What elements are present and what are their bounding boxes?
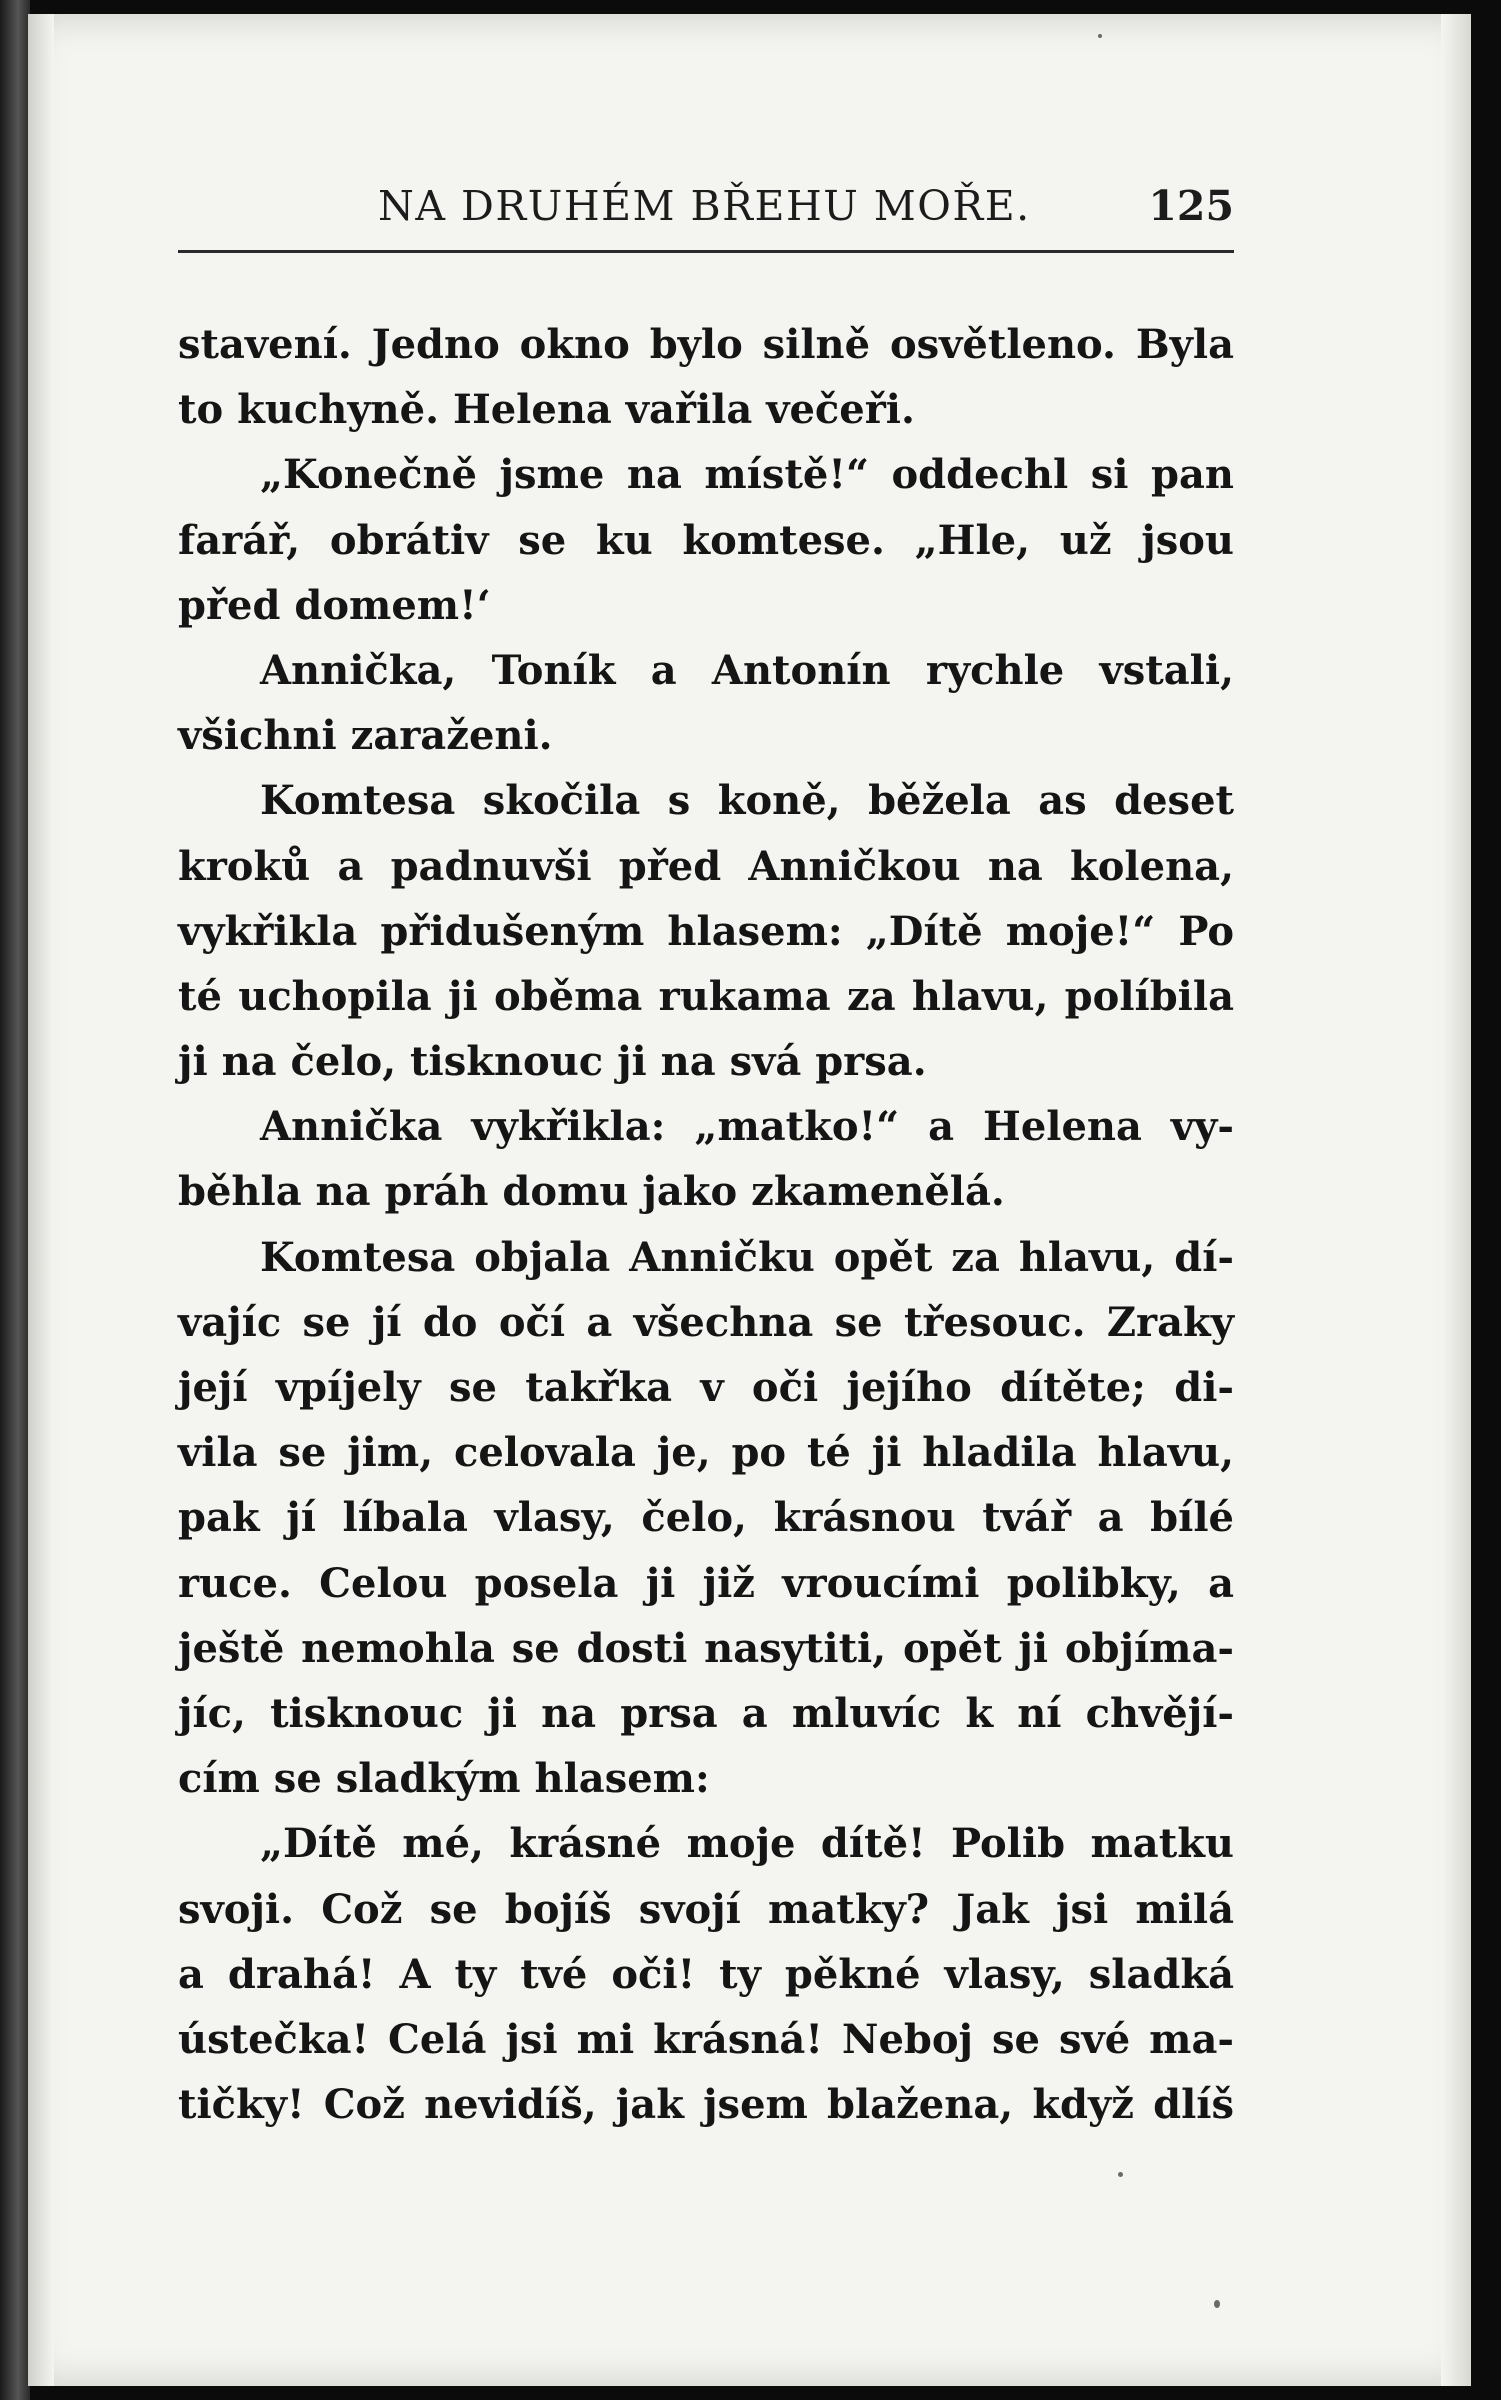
page-number: 125 xyxy=(1148,182,1234,230)
header-rule xyxy=(178,250,1234,253)
text-line: vajíc se jí do očí a všechna se třesouc. Zraky xyxy=(178,1298,1234,1346)
paper-speck xyxy=(1214,2300,1220,2308)
paper-speck xyxy=(1118,2172,1123,2177)
text-line: ústečka! Celá jsi mi krásná! Neboj se své ma- xyxy=(178,2015,1234,2063)
text-line: Annička vykřikla: „matko!“ a Helena vy- xyxy=(260,1103,1234,1151)
text-line: farář, obrátiv se ku komtese. „Hle, už jsou xyxy=(178,516,1234,564)
text-line: a drahá! A ty tvé oči! ty pěkné vlasy, sladká xyxy=(178,1950,1234,1998)
text-line: Komtesa objala Anničku opět za hlavu, dí- xyxy=(260,1233,1234,1281)
text-line: svoji. Což se bojíš svojí matky? Jak jsi milá xyxy=(178,1885,1234,1933)
text-line: „Konečně jsme na místě!“ oddechl si pan xyxy=(260,451,1234,499)
book-spine-shadow xyxy=(0,0,30,2400)
page-header xyxy=(178,178,1234,238)
text-line: „Dítě mé, krásné moje dítě! Polib matku xyxy=(260,1820,1234,1868)
paper-speck xyxy=(1098,34,1102,38)
text-line: její vpíjely se takřka v oči jejího dítěte; di- xyxy=(178,1364,1234,1411)
text-line: stavení. Jedno okno bylo silně osvětleno. Byla xyxy=(178,321,1234,368)
text-line: pak jí líbala vlasy, čelo, krásnou tvář a bílé xyxy=(178,1494,1234,1542)
text-line: cím se sladkým hlasem: xyxy=(178,1755,710,1803)
text-line: vykřikla přidušeným hlasem: „Dítě moje!“ Po xyxy=(178,907,1234,955)
text-line: té uchopila ji oběma rukama za hlavu, políbila xyxy=(178,972,1234,1020)
text-line: to kuchyně. Helena vařila večeři. xyxy=(178,386,915,434)
text-line: před domem!‘ xyxy=(178,581,491,629)
body-text xyxy=(178,312,1234,2137)
text-line: Annička, Toník a Antonín rychle vstali, xyxy=(260,646,1234,694)
text-line: vila se jim, celovala je, po té ji hladila hlavu, xyxy=(178,1429,1234,1477)
text-line: ještě nemohla se dosti nasytiti, opět ji objíma- xyxy=(178,1624,1234,1672)
text-line: Komtesa skočila s koně, běžela as deset xyxy=(260,777,1234,825)
running-title: NA DRUHÉM BŘEHU MOŘE. xyxy=(378,182,1031,230)
text-line: ji na čelo, tisknouc ji na svá prsa. xyxy=(178,1038,927,1086)
text-line: ruce. Celou posela ji již vroucími polibky, a xyxy=(178,1559,1234,1607)
text-line: běhla na práh domu jako zkamenělá. xyxy=(178,1168,1005,1216)
text-line: tičky! Což nevidíš, jak jsem blažena, když dlíš xyxy=(178,2081,1234,2129)
text-line: kroků a padnuvši před Anničkou na kolena, xyxy=(178,842,1234,890)
text-line: jíc, tisknouc ji na prsa a mluvíc k ní chvějí- xyxy=(178,1689,1234,1737)
text-line: všichni zaraženi. xyxy=(178,712,553,760)
